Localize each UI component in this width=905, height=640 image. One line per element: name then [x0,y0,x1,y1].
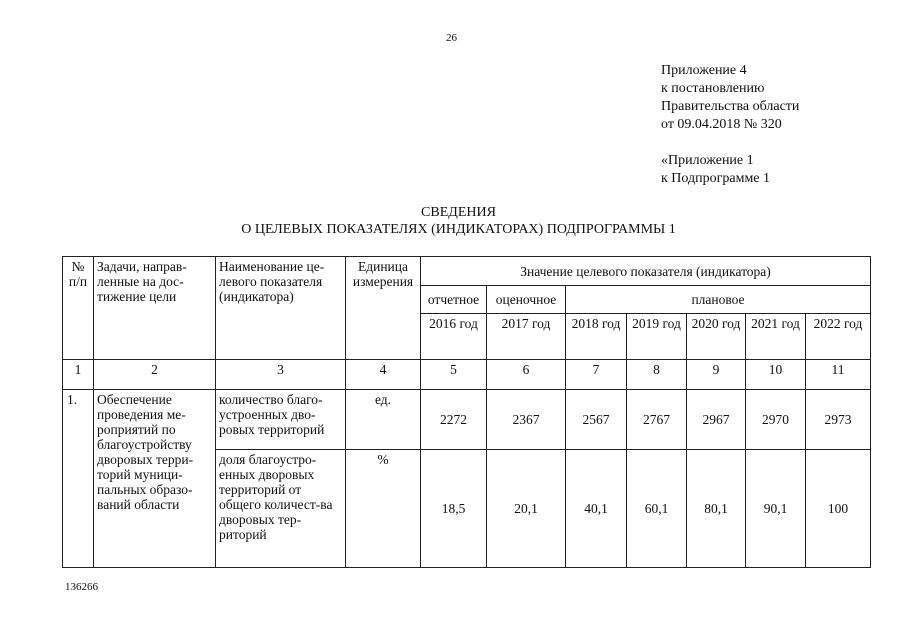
appendix-block [661,62,799,188]
value-cell: 2567 [566,390,627,450]
column-number: 3 [216,360,346,390]
column-number: 11 [806,360,871,390]
appendix-line: «Приложение 1 [661,153,754,168]
document-title [0,204,905,238]
indicators-table [62,256,871,568]
header-value-group: Значение целевого показателя (индикатора) [421,257,871,286]
column-number: 7 [566,360,627,390]
header-planned: плановое [566,286,871,314]
header-task: Задачи, направ-ленные на дос-тижение цели [94,257,216,360]
header-row-1 [63,257,871,286]
value-cell: 90,1 [746,450,806,568]
header-estimated: оценочное [487,286,566,314]
appendix-line: к постановлению [661,81,765,96]
column-number: 8 [627,360,687,390]
header-unit: Единица измерения [346,257,421,360]
value-cell: 2367 [487,390,566,450]
header-reported: отчетное [421,286,487,314]
header-year: 2019 год [627,314,687,360]
column-number: 1 [63,360,94,390]
table-row [63,390,871,450]
value-cell: 2973 [806,390,871,450]
column-number: 9 [687,360,746,390]
header-indicator: Наименование це-левого показателя (индикатора) [216,257,346,360]
header-year: 2017 год [487,314,566,360]
value-cell: 60,1 [627,450,687,568]
header-year: 2022 год [806,314,871,360]
column-number: 6 [487,360,566,390]
page-number: 26 [446,32,457,44]
value-cell: 40,1 [566,450,627,568]
appendix-line: Приложение 4 [661,63,747,78]
column-number: 2 [94,360,216,390]
task-cell: Обеспечение проведения ме-роприятий по благоустройству дворовых терри-торий муници-пальных образо-ваний области [94,390,216,568]
value-cell: 2967 [687,390,746,450]
value-cell: 80,1 [687,450,746,568]
value-cell: 18,5 [421,450,487,568]
appendix-line: от 09.04.2018 № 320 [661,117,782,132]
value-cell: 2970 [746,390,806,450]
value-cell: 20,1 [487,450,566,568]
title-line-1: СВЕДЕНИЯ [421,205,496,220]
header-num: № п/п [63,257,94,360]
column-number: 5 [421,360,487,390]
value-cell: 2767 [627,390,687,450]
row-number: 1. [63,390,94,568]
value-cell: 2272 [421,390,487,450]
document-code: 136266 [65,581,98,593]
header-year: 2020 год [687,314,746,360]
unit-cell: % [346,450,421,568]
column-number: 4 [346,360,421,390]
column-number-row [63,360,871,390]
header-year: 2018 год [566,314,627,360]
header-year: 2021 год [746,314,806,360]
appendix-line [661,134,799,152]
indicator-cell: доля благоустро-енных дворовых территорий от общего количест-ва дворовых тер-риторий [216,450,346,568]
appendix-line: Правительства области [661,99,800,114]
title-line-2: О ЦЕЛЕВЫХ ПОКАЗАТЕЛЯХ (ИНДИКАТОРАХ) ПОДПРОГРАММЫ 1 [241,222,676,237]
value-cell: 100 [806,450,871,568]
header-year: 2016 год [421,314,487,360]
appendix-line: к Подпрограмме 1 [661,171,771,186]
unit-cell: ед. [346,390,421,450]
column-number: 10 [746,360,806,390]
indicator-cell: количество благо-устроенных дво-ровых территорий [216,390,346,450]
